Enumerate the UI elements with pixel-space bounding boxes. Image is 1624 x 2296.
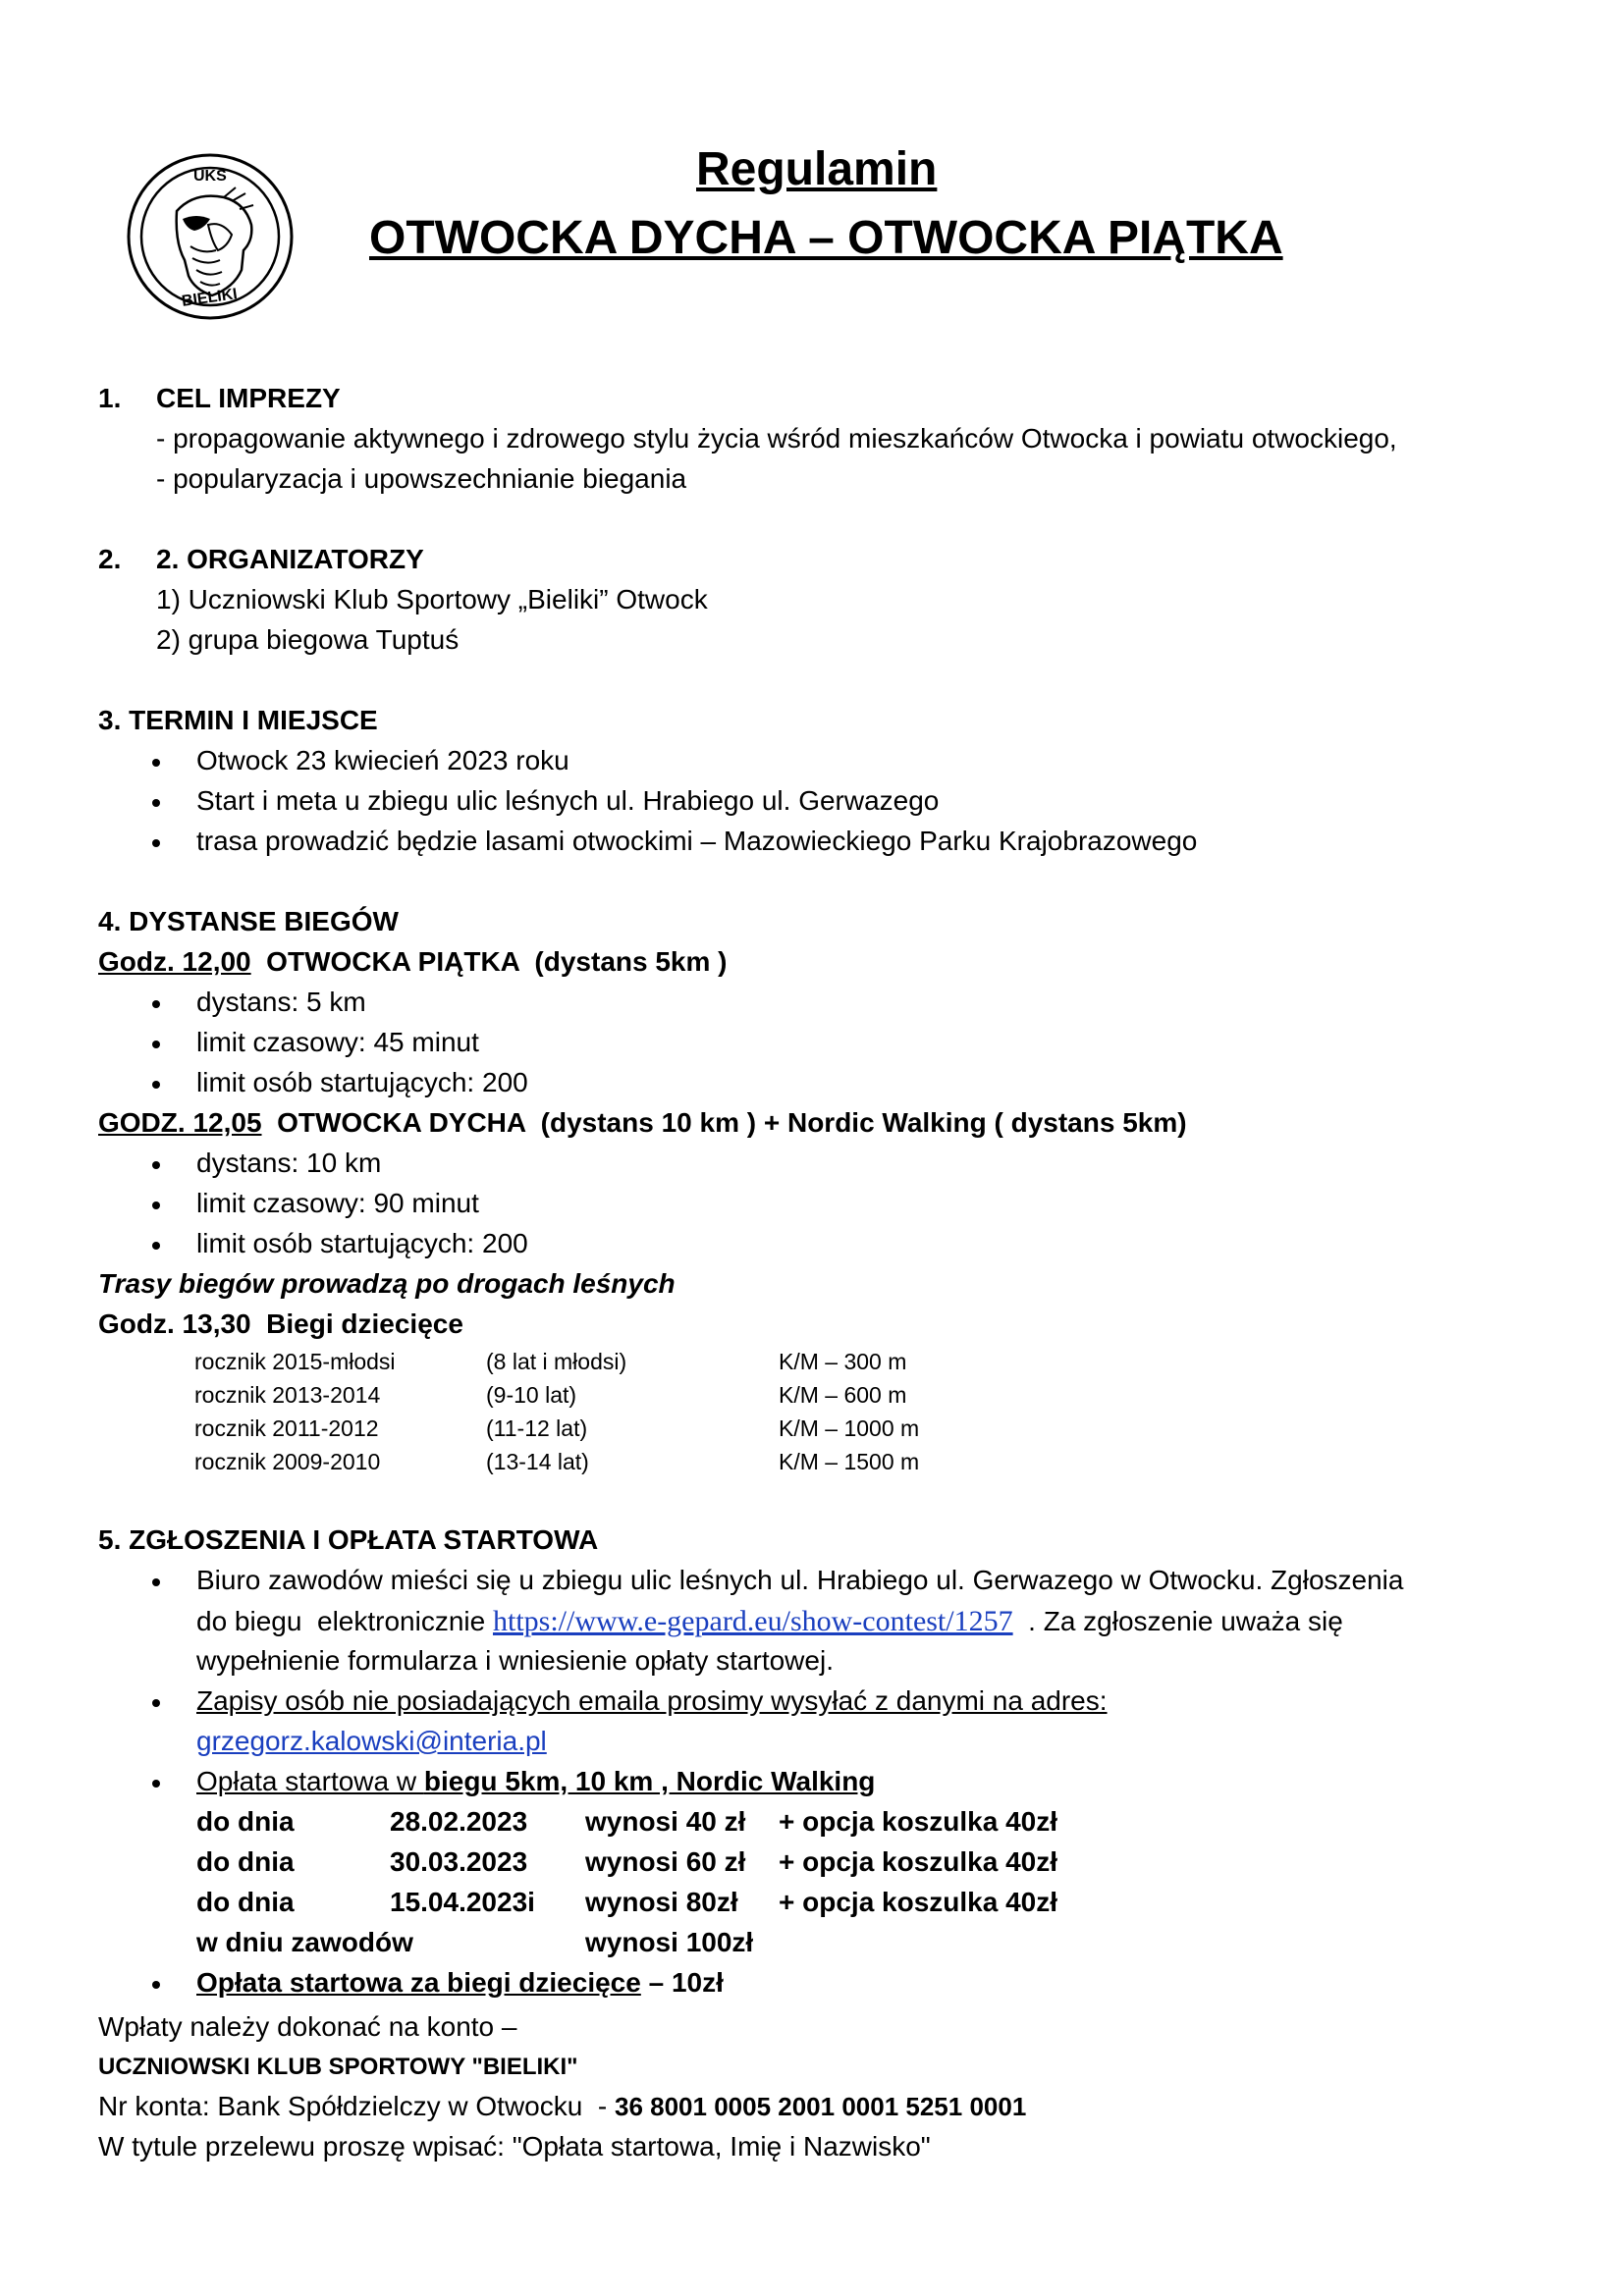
fee-row-4-amount: wynosi 100zł <box>585 1927 754 1957</box>
race-2-bullet-3: limit osób startujących: 200 <box>196 1228 528 1258</box>
section-1-heading: CEL IMPREZY <box>156 383 341 413</box>
email-instructions: Zapisy osób nie posiadających emaila prosimy wysyłać z danymi na adres: <box>196 1685 1108 1716</box>
fee-row-1-option: + opcja koszulka 40zł <box>779 1806 1058 1837</box>
registration-line-3: wypełnienie formularza i wniesienie opłaty startowej. <box>196 1645 834 1676</box>
fee-row-3-date: 15.04.2023i <box>390 1887 535 1917</box>
payment-account-number: 36 8001 0005 2001 0001 5251 0001 <box>614 2092 1027 2121</box>
section-1-number: 1. <box>98 383 122 413</box>
kids-fee <box>196 1967 724 1999</box>
kids-fee-amount: – 10zł <box>640 1967 724 1998</box>
registration-line-2 <box>196 1605 1343 1638</box>
race-2-bullet-1: dystans: 10 km <box>196 1148 382 1178</box>
fee-row-3-amount: wynosi 80zł <box>585 1887 738 1917</box>
section-3-bullet-3: trasa prowadzić będzie lasami otwockimi – Mazowieckiego Parku Krajobrazowego <box>196 826 1198 856</box>
section-3-heading: 3. TERMIN I MIEJSCE <box>98 705 378 735</box>
logo-top-text: UKS <box>193 168 227 185</box>
kids-row-4-age: (13-14 lat) <box>486 1449 589 1474</box>
registration-line-1: Biuro zawodów mieści się u zbiegu ulic leśnych ul. Hrabiego ul. Gerwazego w Otwocku. Zgłoszenia <box>196 1565 1404 1595</box>
section-2-line-1: 1) Uczniowski Klub Sportowy „Bieliki” Otwock <box>156 584 708 614</box>
section-5-heading: 5. ZGŁOSZENIA I OPŁATA STARTOWA <box>98 1524 599 1555</box>
fee-heading-bold: biegu 5km, 10 km , Nordic Walking <box>423 1766 876 1796</box>
kids-row-2-age: (9-10 lat) <box>486 1382 577 1408</box>
kids-row-1-dist: K/M – 300 m <box>779 1349 907 1374</box>
section-4-heading: 4. DYSTANSE BIEGÓW <box>98 906 399 936</box>
fee-row-3-label: do dnia <box>196 1887 295 1917</box>
fee-row-1-amount: wynosi 40 zł <box>585 1806 746 1837</box>
kids-row-3-year: rocznik 2011-2012 <box>194 1415 379 1441</box>
fee-row-1-date: 28.02.2023 <box>390 1806 528 1837</box>
registration-link[interactable]: https://www.e-gepard.eu/show-contest/1257 <box>492 1605 1013 1637</box>
kids-row-1-year: rocznik 2015-młodsi <box>194 1349 396 1374</box>
fee-row-2-amount: wynosi 60 zł <box>585 1846 746 1877</box>
payment-line-4: W tytule przelewu proszę wpisać: "Opłata startowa, Imię i Nazwisko" <box>98 2131 931 2162</box>
race-2-name: OTWOCKA DYCHA (dystans 10 km ) + Nordic Walking ( dystans 5km) <box>261 1107 1187 1138</box>
page-title: Regulamin <box>696 143 938 195</box>
race-1-time: Godz. 12,00 <box>98 946 251 977</box>
fee-heading <box>196 1766 875 1797</box>
kids-row-3-dist: K/M – 1000 m <box>779 1415 920 1441</box>
logo-bottom-text: BIELIKI <box>181 286 239 310</box>
race-1-bullet-3: limit osób startujących: 200 <box>196 1067 528 1097</box>
kids-row-1-age: (8 lat i młodsi) <box>486 1349 627 1374</box>
fee-heading-pre: Opłata startowa w <box>196 1766 424 1796</box>
page-subtitle: OTWOCKA DYCHA – OTWOCKA PIĄTKA <box>369 212 1283 264</box>
fee-row-1-label: do dnia <box>196 1806 295 1837</box>
race-1-header <box>98 946 727 978</box>
section-2-number: 2. <box>98 544 122 574</box>
section-2-line-2: 2) grupa biegowa Tuptuś <box>156 624 460 655</box>
kids-heading: Godz. 13,30 Biegi dziecięce <box>98 1308 463 1339</box>
section-2-heading: 2. ORGANIZATORZY <box>156 544 424 574</box>
race-1-bullet-1: dystans: 5 km <box>196 987 366 1017</box>
kids-row-2-dist: K/M – 600 m <box>779 1382 907 1408</box>
fee-row-3-option: + opcja koszulka 40zł <box>779 1887 1058 1917</box>
section-1-line-2: - popularyzacja i upowszechnianie biegania <box>156 463 687 494</box>
routes-note: Trasy biegów prowadzą po drogach leśnych <box>98 1268 676 1299</box>
fee-row-2-date: 30.03.2023 <box>390 1846 528 1877</box>
fee-row-2-option: + opcja koszulka 40zł <box>779 1846 1058 1877</box>
payment-line-3 <box>98 2091 1026 2122</box>
kids-row-3-age: (11-12 lat) <box>486 1415 588 1441</box>
section-1-line-1: - propagowanie aktywnego i zdrowego stylu życia wśród mieszkańców Otwocka i powiatu otwockiego, <box>156 423 1397 454</box>
registration-line-2-post: . Za zgłoszenie uważa się <box>1012 1606 1343 1636</box>
race-2-bullet-2: limit czasowy: 90 minut <box>196 1188 479 1218</box>
kids-fee-label: Opłata startowa za biegi dziecięce <box>196 1967 641 1998</box>
kids-row-2-year: rocznik 2013-2014 <box>194 1382 381 1408</box>
payment-line-1: Wpłaty należy dokonać na konto – <box>98 2011 517 2042</box>
race-2-time: GODZ. 12,05 <box>98 1107 262 1138</box>
fee-row-4-label: w dniu zawodów <box>196 1927 413 1957</box>
section-3-bullet-2: Start i meta u zbiegu ulic leśnych ul. Hrabiego ul. Gerwazego <box>196 785 940 816</box>
race-1-bullet-2: limit czasowy: 45 minut <box>196 1027 479 1057</box>
club-logo <box>126 152 295 321</box>
fee-row-2-label: do dnia <box>196 1846 295 1877</box>
payment-bank: Nr konta: Bank Spółdzielczy w Otwocku - <box>98 2091 615 2121</box>
race-1-name: OTWOCKA PIĄTKA (dystans 5km ) <box>250 946 728 977</box>
section-3-bullet-1: Otwock 23 kwiecień 2023 roku <box>196 745 569 775</box>
payment-line-2: UCZNIOWSKI KLUB SPORTOWY "BIELIKI" <box>98 2054 578 2080</box>
kids-row-4-year: rocznik 2009-2010 <box>194 1449 381 1474</box>
registration-line-2-pre: do biegu elektronicznie <box>196 1606 493 1636</box>
contact-email-link[interactable]: grzegorz.kalowski@interia.pl <box>196 1726 547 1756</box>
kids-row-4-dist: K/M – 1500 m <box>779 1449 920 1474</box>
race-2-header <box>98 1107 1187 1139</box>
